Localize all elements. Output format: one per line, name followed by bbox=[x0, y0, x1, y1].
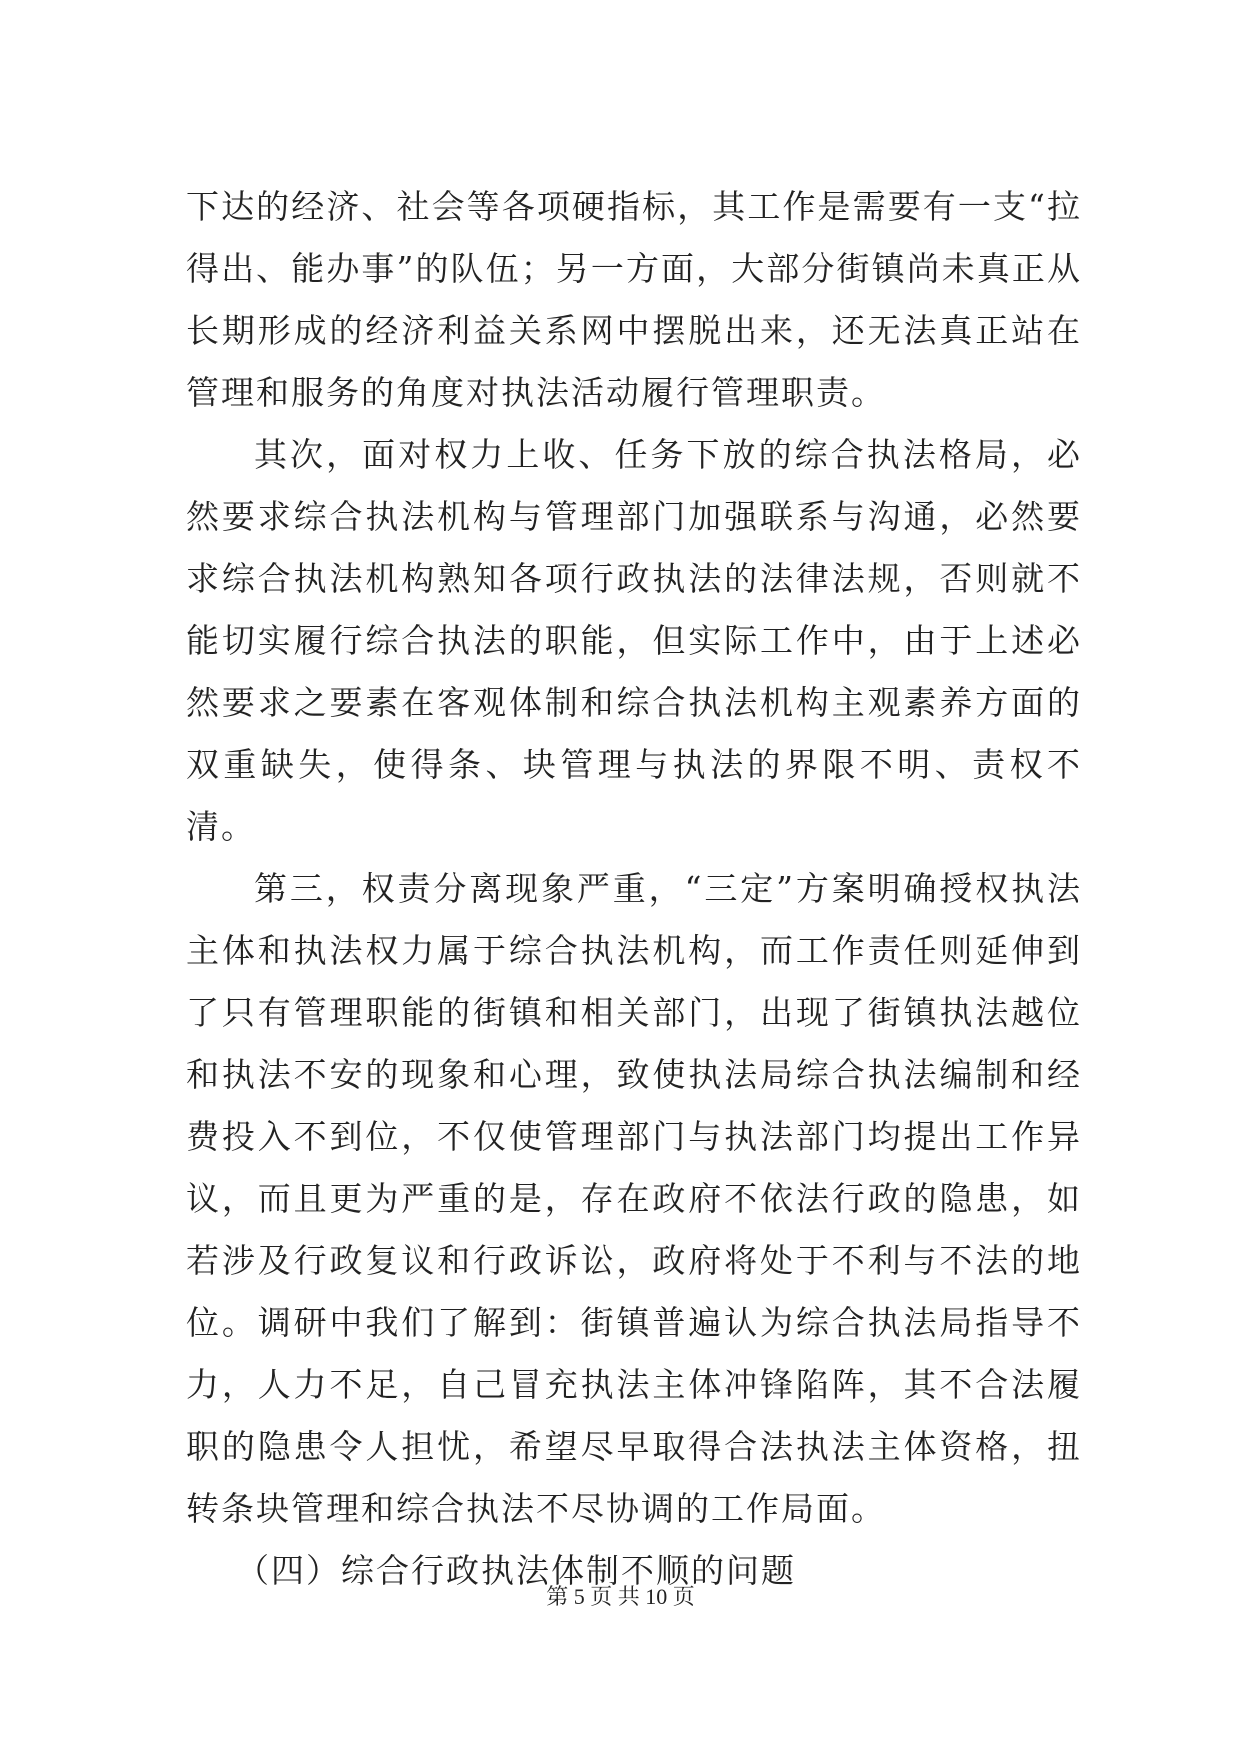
section-heading: （四）综合行政执法体制不顺的问题 bbox=[236, 1551, 796, 1590]
document-body bbox=[186, 176, 1082, 1602]
paragraph-second: 其次，面对权力上收、任务下放的综合执法格局，必然要求综合执法机构与管理部门加强联系与沟通，必然要求综合执法机构熟知各项行政执法的法律法规，否则就不能切实履行综合执法的职能，但实际工作中，由于上述必然要求之要素在客观体制和综合执法机构主观素养方面的双重缺失，使得条、块管理与执法的界限不明、责权不清。 bbox=[186, 435, 1082, 846]
page-number-footer: 第 5 页 共 10 页 bbox=[546, 1584, 695, 1609]
paragraph-third: 第三，权责分离现象严重，“三定”方案明确授权执法主体和执法权力属于综合执法机构，而工作责任则延伸到了只有管理职能的街镇和相关部门，出现了街镇执法越位和执法不安的现象和心理，致使执法局综合执法编制和经费投入不到位，不仅使管理部门与执法部门均提出工作异议，而且更为严重的是，存在政府不依法行政的隐患，如若涉及行政复议和行政诉讼，政府将处于不利与不法的地位。调研中我们了解到：街镇普遍认为综合执法局指导不力，人力不足，自己冒充执法主体冲锋陷阵，其不合法履职的隐患令人担忧，希望尽早取得合法执法主体资格，扭转条块管理和综合执法不尽协调的工作局面。 bbox=[186, 869, 1082, 1528]
paragraph-continuation: 下达的经济、社会等各项硬指标，其工作是需要有一支“拉得出、能办事”的队伍；另一方面，大部分街镇尚未真正从长期形成的经济利益关系网中摆脱出来，还无法真正站在管理和服务的角度对执法活动履行管理职责。 bbox=[186, 187, 1082, 412]
